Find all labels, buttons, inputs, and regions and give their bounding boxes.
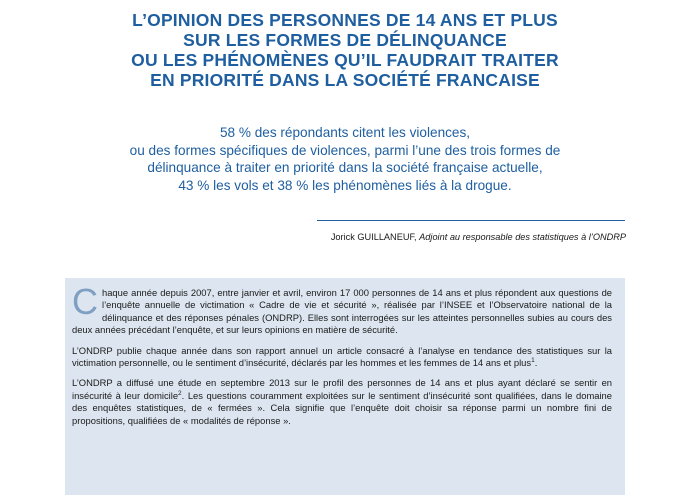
paragraph-3: [72, 377, 612, 427]
paragraph-3-text-a: L’ONDRP a diffusé une étude en septembre 2013 sur le profil des personnes de 14 ans et plus ayant déclaré se sentir en insécurité à leur domicile: [72, 377, 612, 401]
author-role: Adjoint au responsable des statistiques à l’ONDRP: [419, 232, 626, 242]
drop-cap: C: [72, 281, 98, 322]
summary-line: 43 % les vols et 38 % les phénomènes liés à la drogue.: [178, 177, 512, 193]
summary-line: 58 % des répondants citent les violences,: [219, 125, 471, 140]
author-credit: [331, 232, 626, 242]
title-line: L’OPINION DES PERSONNES DE 14 ANS ET PLUS: [132, 10, 558, 30]
title-line: SUR LES FORMES DE DÉLINQUANCE: [183, 30, 507, 50]
paragraph-1: [72, 281, 612, 337]
intro-text: [72, 281, 612, 435]
footnote-ref-1[interactable]: 1: [531, 356, 535, 364]
summary-line: délinquance à traiter en priorité dans la société française actuelle,: [147, 160, 543, 176]
title-line: OU LES PHÉNOMÈNES QU’IL FAUDRAIT TRAITER: [131, 50, 559, 70]
summary-line: ou des formes spécifiques de violences, parmi l’une des trois formes de: [129, 142, 561, 158]
author-name: Jorick GUILLANEUF,: [330, 232, 417, 242]
separator-rule: [317, 220, 625, 221]
title-line: EN PRIORITÉ DANS LA SOCIÉTÉ FRANCAISE: [150, 70, 540, 90]
paragraph-1-text: haque année depuis 2007, entre janvier et avril, environ 17 000 personnes de 14 ans et plus répondent aux questions de l’enquête annuelle de victimation « Cadre de vie et sécurité », réalisée par l’INSEE et l’Observatoire national de la délinquance et des réponses pénales (ONDRP). Elles sont interrogées sur les atteintes personnelles subies au cours des deux années précédant l’enquête, et sur leurs opinions en matière de sécurité.: [72, 287, 612, 336]
paragraph-2-text: L’ONDRP publie chaque année dans son rapport annuel un article consacré à l’analyse en tendance des statistiques sur la victimation personnelle, ou le sentiment d’insécurité, déclarés par les hommes et les femmes de 14 ans et plus: [72, 344, 612, 369]
paragraph-2: [72, 345, 612, 370]
footnote-ref-2[interactable]: 2: [178, 389, 182, 397]
paragraph-3-text-b: . Les questions couramment exploitées sur le sentiment d’insécurité sont qualifiées, dans le domaine des enquêtes statistiques, de « fermées ». Cela signifie que l’enquête doit choisir sa réponse parmi un nombre fini de propositions, qualifiées de « modalités de réponse ».: [72, 389, 612, 426]
summary-lead: [50, 124, 640, 194]
document-title: [40, 10, 650, 90]
paragraph-2-end: .: [534, 357, 538, 369]
